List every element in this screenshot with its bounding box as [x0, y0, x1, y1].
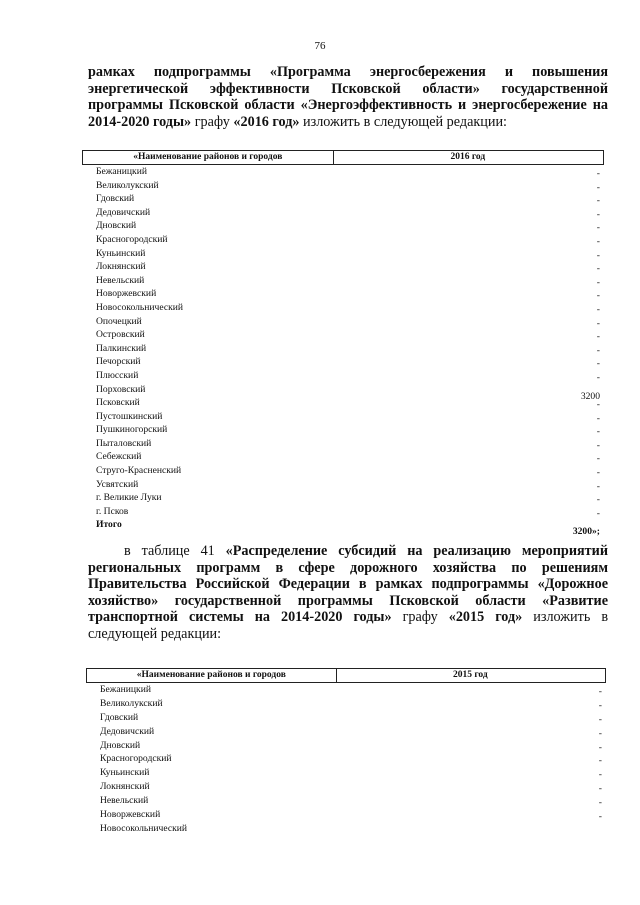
- header-year: 2015 год: [452, 670, 488, 680]
- table-body: [82, 165, 604, 538]
- table-row: [82, 396, 604, 410]
- district-value: -: [596, 494, 600, 506]
- district-name: Новоржевский: [100, 809, 161, 821]
- table-row: [82, 315, 604, 329]
- table-row: [82, 165, 604, 179]
- table-row: [82, 192, 604, 206]
- district-name: Усвятский: [96, 478, 139, 490]
- district-name: Новоржевский: [96, 288, 157, 300]
- district-name: Печорский: [96, 356, 141, 368]
- district-name: Дновский: [100, 739, 141, 751]
- table-row: [82, 342, 604, 356]
- table-row: [86, 711, 606, 725]
- district-name: Гдовский: [96, 193, 135, 205]
- paragraph-2-text-c: изложить в следующей редакции:: [88, 609, 609, 642]
- district-value: -: [596, 412, 600, 424]
- table-row: [82, 287, 604, 301]
- table-row: [82, 274, 604, 288]
- district-value: -: [598, 811, 602, 823]
- district-name: Порховский: [96, 383, 146, 395]
- district-value: -: [598, 755, 602, 767]
- district-name: г. Великие Луки: [96, 492, 162, 504]
- district-value: 3200: [580, 390, 600, 402]
- table-row: [82, 505, 604, 519]
- district-name: Струго-Красненский: [96, 465, 182, 477]
- table-row: [82, 233, 604, 247]
- table-row: [82, 328, 604, 342]
- district-name: Пыталовский: [96, 437, 152, 449]
- table-body: [86, 683, 606, 836]
- paragraph-2-text-b: графу: [391, 609, 449, 626]
- paragraph-1-text-b: изложить в следующей редакции:: [299, 113, 507, 130]
- paragraph-1-column-ref: «2016 год»: [233, 113, 300, 130]
- district-value: -: [596, 181, 600, 193]
- district-value: -: [598, 741, 602, 753]
- district-value: -: [596, 303, 600, 315]
- district-value: -: [598, 699, 602, 711]
- district-value: -: [596, 168, 600, 179]
- table-row: [82, 301, 604, 315]
- district-name: Дедовичский: [96, 206, 151, 218]
- district-value: -: [596, 195, 600, 207]
- table-row: [86, 794, 606, 808]
- district-value: -: [598, 797, 602, 809]
- district-value: -: [596, 358, 600, 370]
- district-value: -: [596, 399, 600, 411]
- district-name: Себежский: [96, 451, 142, 463]
- header-district-names: «Наименование районов и городов: [87, 669, 337, 682]
- district-name: Дедовичский: [100, 725, 155, 737]
- table-row: [82, 369, 604, 383]
- district-value: -: [596, 263, 600, 275]
- district-name: Бежаницкий: [100, 684, 151, 695]
- district-value: -: [596, 317, 600, 329]
- district-value: -: [596, 222, 600, 234]
- table-row: [86, 697, 606, 711]
- district-name: Палкинский: [96, 342, 147, 354]
- table-row: [82, 383, 604, 402]
- district-name: Куньинский: [100, 767, 150, 779]
- district-name: г. Псков: [96, 505, 129, 517]
- table-row: [86, 752, 606, 766]
- page-number: 76: [314, 40, 326, 52]
- district-value: -: [596, 344, 600, 356]
- table-header: [86, 668, 606, 683]
- total-row: [82, 518, 604, 538]
- district-value: -: [596, 208, 600, 220]
- table-2015: [86, 668, 606, 836]
- table-row: [86, 808, 606, 822]
- header-district-names: «Наименование районов и городов: [83, 151, 334, 164]
- paragraph-2-bold: «Распределение субсидий на реализацию мероприятий региональных программ в сфере дорожного хозяйства по решениям Правительства Российской Федерации в рамках подпрограммы «Дорожное хозяйство» государственной программы Псковской области «Развитие транспортной системы на 2014-2020 годы»: [88, 543, 608, 626]
- district-value: -: [596, 235, 600, 247]
- table-row: [82, 206, 604, 220]
- district-name: Островский: [96, 329, 145, 341]
- district-name: Великолукский: [96, 179, 159, 191]
- table-row: [86, 725, 606, 739]
- table-row: [82, 450, 604, 464]
- district-name: Пушкиногорский: [96, 424, 168, 436]
- district-value: -: [598, 783, 602, 795]
- district-name: Новосокольнический: [96, 301, 184, 313]
- header-year: 2016 год: [450, 152, 486, 162]
- district-value: -: [596, 371, 600, 383]
- district-value: -: [596, 467, 600, 479]
- district-value: -: [596, 453, 600, 465]
- table-2016: [82, 150, 604, 538]
- table-row: [82, 247, 604, 261]
- district-value: -: [596, 249, 600, 261]
- table-row: [86, 766, 606, 780]
- paragraph-1-bold: рамках подпрограммы «Программа энергосбережения и повышения энергетической эффективности Псковской области» государственной программы Псковской области «Энергоэффективность и энергосбережение на 2014-2020 годы»: [88, 64, 608, 130]
- table-row: [86, 739, 606, 753]
- table-row: [82, 410, 604, 424]
- table-row: [82, 423, 604, 437]
- table-row: [82, 478, 604, 492]
- district-value: -: [596, 426, 600, 438]
- district-value: -: [596, 331, 600, 343]
- district-name: Опочецкий: [96, 315, 142, 327]
- district-value: -: [598, 686, 602, 697]
- district-name: Гдовский: [100, 711, 139, 723]
- paragraph-2-text-a: в таблице 41: [124, 543, 226, 559]
- table-row: [82, 179, 604, 193]
- district-value: -: [596, 439, 600, 451]
- district-name: Пустошкинский: [96, 410, 163, 422]
- table-row: [82, 491, 604, 505]
- total-value: 3200»;: [572, 526, 600, 538]
- district-name: Красногородский: [100, 753, 172, 765]
- table-row: [82, 437, 604, 451]
- district-value: -: [598, 713, 602, 725]
- district-value: -: [596, 480, 600, 492]
- table-row: [82, 260, 604, 274]
- table-row: [82, 219, 604, 233]
- district-name: Невельский: [100, 795, 149, 807]
- district-name: Невельский: [96, 274, 145, 286]
- district-name: Новосокольнический: [100, 822, 188, 834]
- paragraph-1-text-a: графу: [191, 113, 234, 130]
- table-row: [86, 780, 606, 794]
- district-name: Куньинский: [96, 247, 146, 259]
- district-value: -: [598, 727, 602, 739]
- district-value: -: [596, 290, 600, 302]
- district-name: Красногородский: [96, 233, 168, 245]
- paragraph-2-column-ref: «2015 год»: [448, 609, 523, 626]
- district-name: Бежаницкий: [96, 166, 147, 177]
- district-value: -: [596, 507, 600, 519]
- total-label: Итого: [96, 519, 122, 531]
- district-name: Великолукский: [100, 697, 163, 709]
- table-row: [86, 822, 606, 836]
- district-name: Псковский: [96, 397, 140, 409]
- district-name: Плюсский: [96, 369, 139, 381]
- paragraph-2: [88, 543, 608, 643]
- table-row: [82, 464, 604, 478]
- district-value: -: [596, 276, 600, 288]
- district-name: Локнянский: [100, 781, 150, 793]
- district-name: Дновский: [96, 220, 137, 232]
- table-row: [82, 355, 604, 369]
- paragraph-1: [88, 64, 608, 130]
- district-name: Локнянский: [96, 261, 146, 273]
- table-row: [86, 683, 606, 697]
- district-value: -: [598, 769, 602, 781]
- table-header: [82, 150, 604, 165]
